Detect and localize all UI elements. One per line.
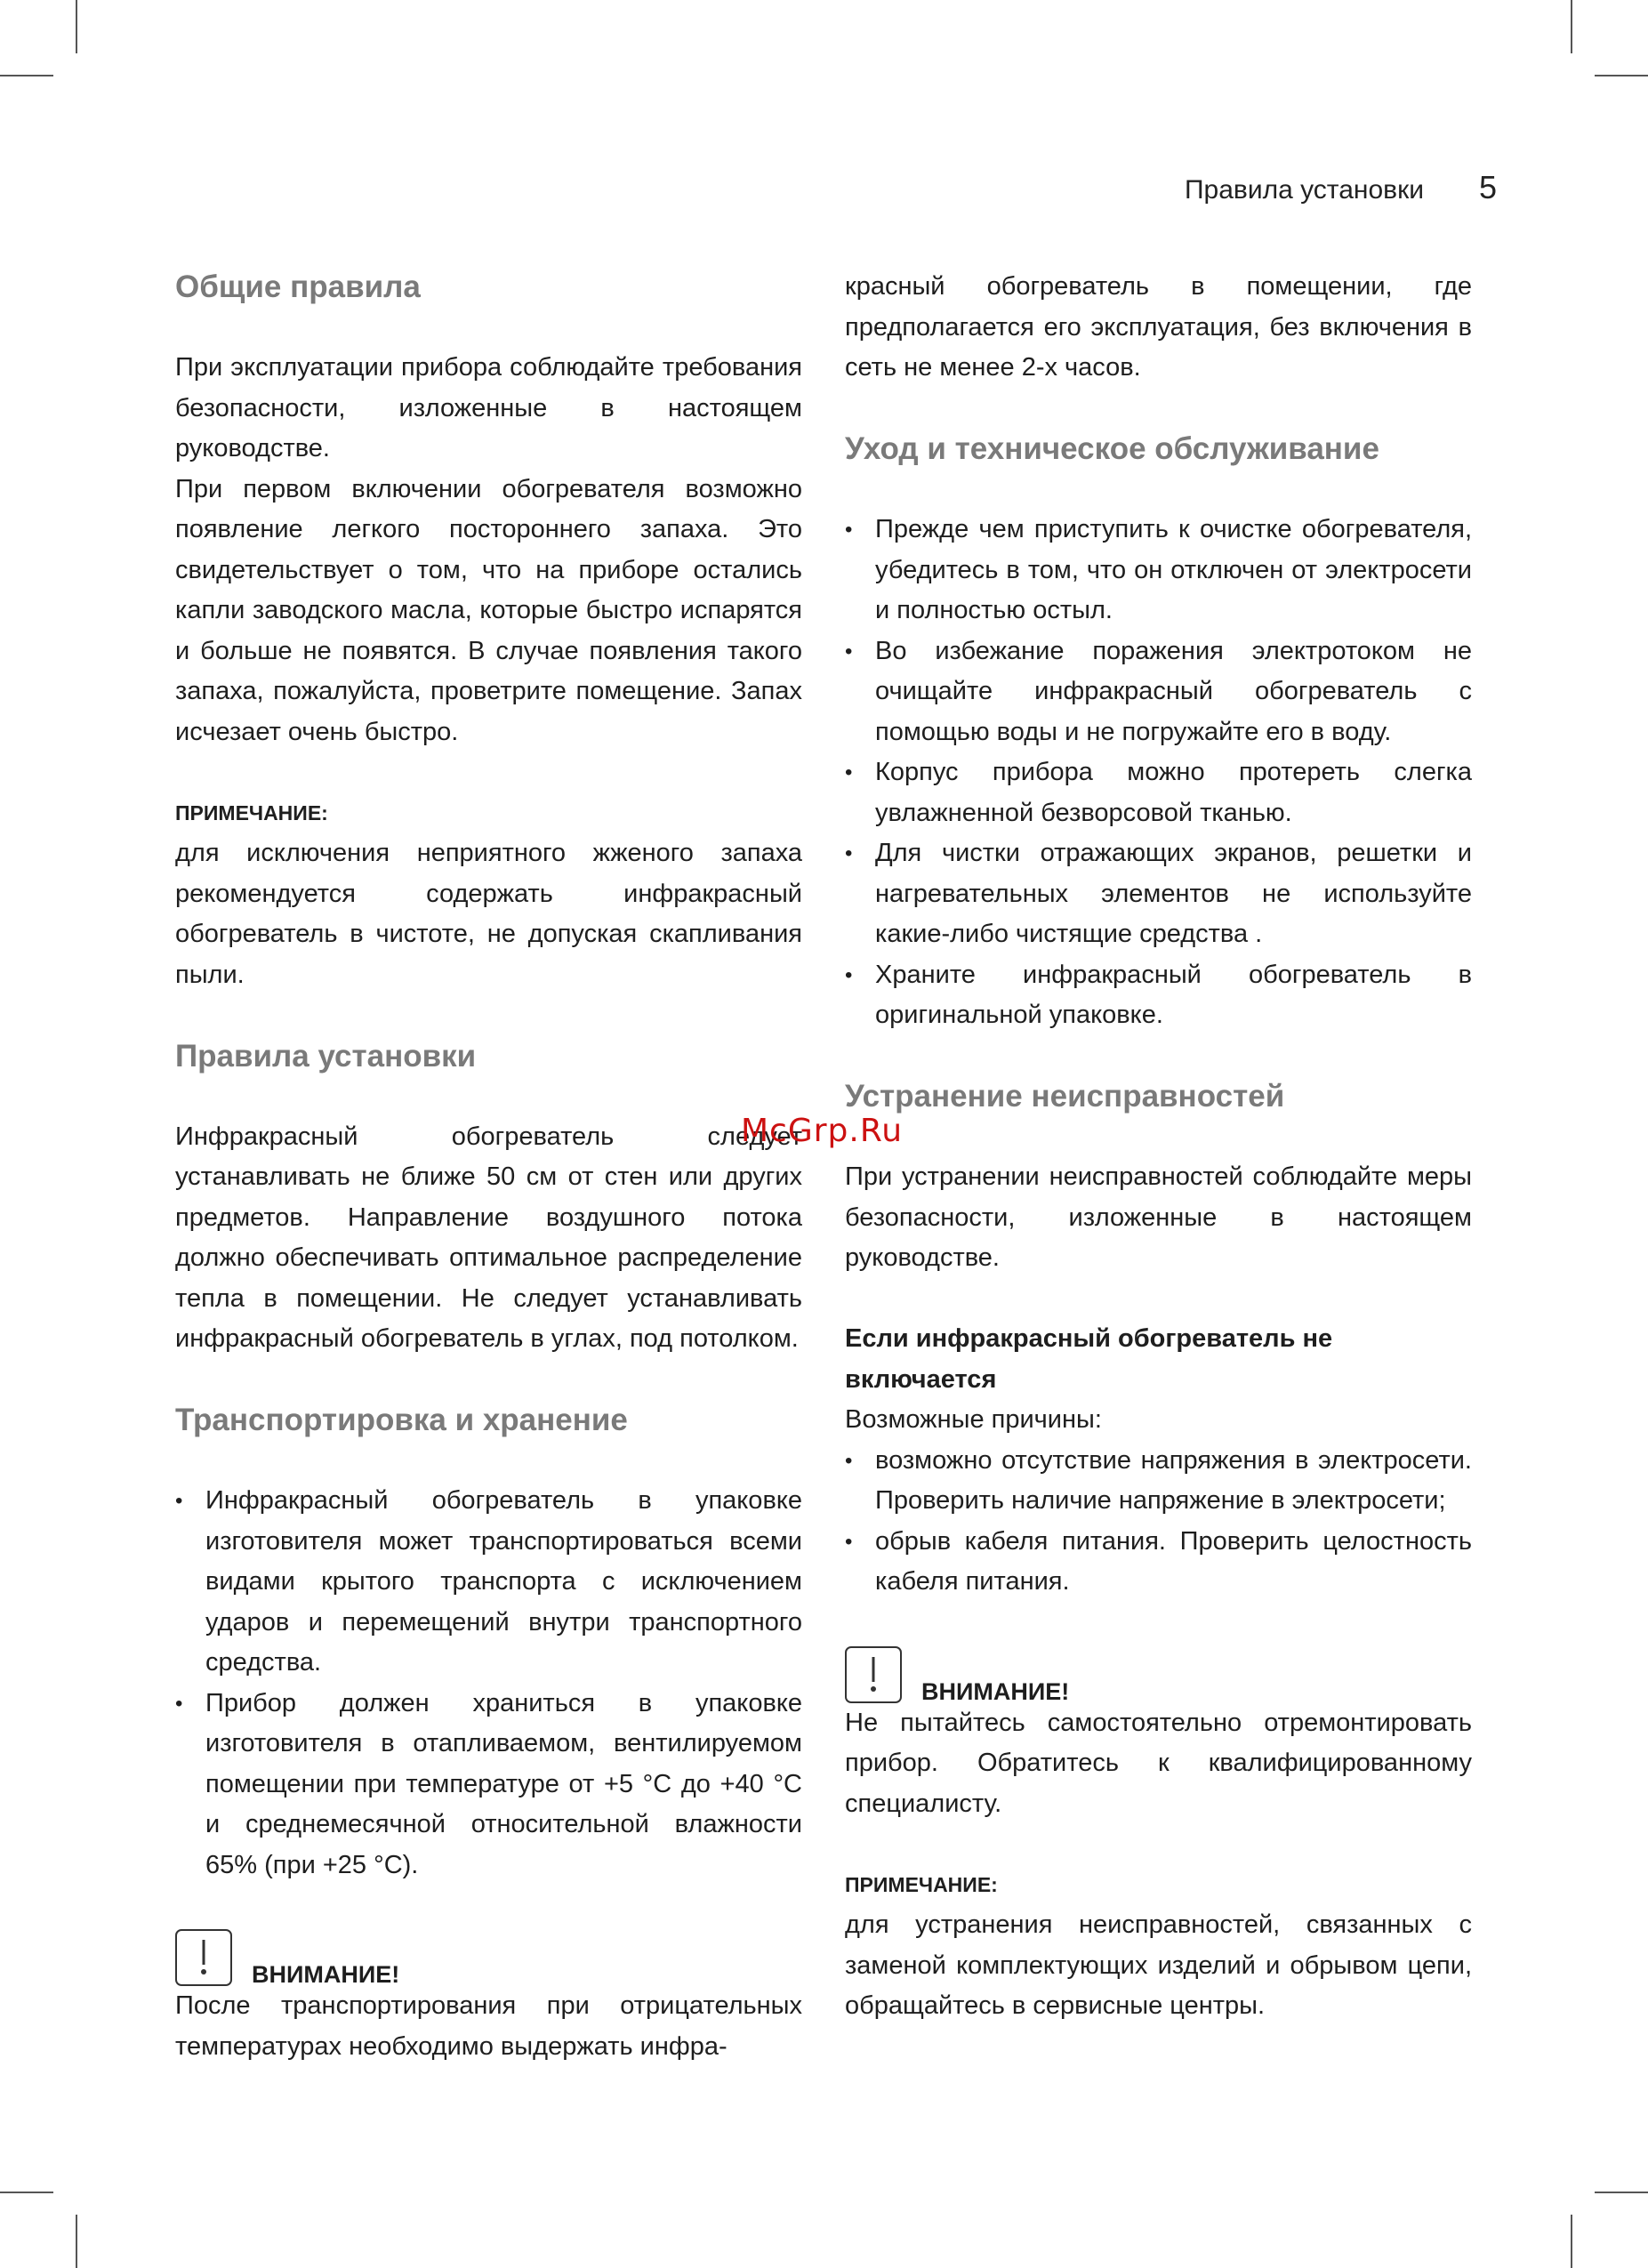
list-item: • Инфракрасный обогреватель в упаковке изготовителя может транспортироваться всеми видами крытого транспорта с исключением ударов и перемещений внутри транспортного средства. — [175, 1481, 802, 1684]
general-paragraph-2: При первом включении обогревателя возможно появление легкого постороннего запаха. Это свидетельствует о том, что на приборе остались капли заводского масла, которые быстро испарятся и больше не появятся. В случае появления такого запаха, пожалуйста, проветрите помещение. Запах исчезает очень быстро. — [175, 474, 802, 746]
note-text: для устранения неисправностей, связанных с заменой комплектующих изделий и обрывом цепи, обращайтесь в сервисные центры. — [845, 1910, 1472, 2020]
note-label: ПРИМЕЧАНИЕ: — [845, 1872, 998, 1896]
general-paragraph-1: При эксплуатации прибора соблюдайте требования безопасности, изложенные в настоящем руководстве. — [175, 353, 802, 462]
installation-text: Инфракрасный обогреватель следует устанавливать не ближе 50 см от стен или других предметов. Направление воздушного потока должно обеспечивать оптимальное распределение тепла в помещении. Не следует устанавливать инфракрасный обогреватель в углах, под потолком. — [175, 1122, 802, 1353]
list-item: • Для чистки отражающих экранов, решетки и нагревательных элементов не используйте какие-либо чистящие средства . — [845, 833, 1472, 955]
causes-list — [845, 1441, 1472, 1603]
section-heading-general: Общие правила — [175, 269, 421, 304]
section-heading-transport: Транспортировка и хранение — [175, 1403, 628, 1437]
continuation-text: красный обогреватель в помещении, где предполагается его эксплуатация, без включения в сеть не менее 2-х часов. — [845, 272, 1472, 382]
crop-mark — [0, 75, 53, 76]
warning-text: После транспортирования при отрицательных температурах необходимо выдержать инфра- — [175, 1991, 802, 2061]
troubleshooting-text: При устранении неисправностей соблюдайте меры безопасности, изложенные в настоящем руководстве. — [845, 1162, 1472, 1272]
list-item: • обрыв кабеля питания. Проверить целостность кабеля питания. — [845, 1522, 1472, 1603]
crop-mark — [76, 2215, 77, 2268]
subheading-no-power: Если инфракрасный обогреватель не включается — [845, 1324, 1333, 1394]
list-item: • Прежде чем приступить к очистке обогревателя, убедитесь в том, что он отключен от электросети и полностью остыл. — [845, 510, 1472, 631]
section-heading-care: Уход и техническое обслуживание — [845, 431, 1379, 466]
running-title: Правила установки — [1184, 175, 1424, 205]
section-heading-installation: Правила установки — [175, 1038, 477, 1074]
crop-mark — [1595, 75, 1648, 76]
crop-mark — [0, 2192, 53, 2193]
crop-mark — [1571, 2215, 1572, 2268]
left-column — [175, 267, 802, 2067]
care-list — [845, 510, 1472, 1036]
warning-label: ВНИМАНИЕ! — [921, 1677, 1070, 1705]
exclamation-icon — [845, 1646, 902, 1703]
note-label: ПРИМЕЧАНИЕ: — [175, 800, 328, 824]
warning-block — [175, 1926, 802, 1986]
running-header — [1185, 169, 1497, 206]
crop-mark — [76, 0, 77, 53]
list-item: • Прибор должен храниться в упаковке изготовителя в отапливаемом, вентилируемом помещении при температуре от +5 °С до +40 °С и среднемесячной относительной влажности 65% (при +25 °С). — [175, 1684, 802, 1886]
right-column — [845, 267, 1472, 2027]
crop-mark — [1571, 0, 1572, 53]
list-item: • Во избежание поражения электротоком не очищайте инфракрасный обогреватель с помощью воды и не погружайте его в воду. — [845, 631, 1472, 753]
list-item: • Храните инфракрасный обогреватель в оригинальной упаковке. — [845, 955, 1472, 1036]
section-heading-troubleshooting: Устранение неисправностей — [845, 1079, 1285, 1114]
note-text: для исключения неприятного жженого запаха рекомендуется содержать инфракрасный обогреватель в чистоте, не допуская скапливания пыли. — [175, 839, 802, 989]
exclamation-icon — [175, 1929, 232, 1986]
crop-mark — [1595, 2192, 1648, 2193]
causes-label: Возможные причины: — [845, 1405, 1102, 1434]
warning-label: ВНИМАНИЕ! — [252, 1961, 400, 1988]
list-item: • возможно отсутствие напряжения в электросети. Проверить наличие напряжение в электросети; — [845, 1441, 1472, 1522]
transport-list — [175, 1481, 802, 1886]
warning-text: Не пытайтесь самостоятельно отремонтировать прибор. Обратитесь к квалифицированному специалисту. — [845, 1708, 1472, 1818]
page-number: 5 — [1478, 169, 1497, 205]
list-item: • Корпус прибора можно протереть слегка увлажненной безворсовой тканью. — [845, 752, 1472, 833]
watermark: McGrp.Ru — [741, 1113, 904, 1149]
warning-block — [845, 1643, 1472, 1703]
